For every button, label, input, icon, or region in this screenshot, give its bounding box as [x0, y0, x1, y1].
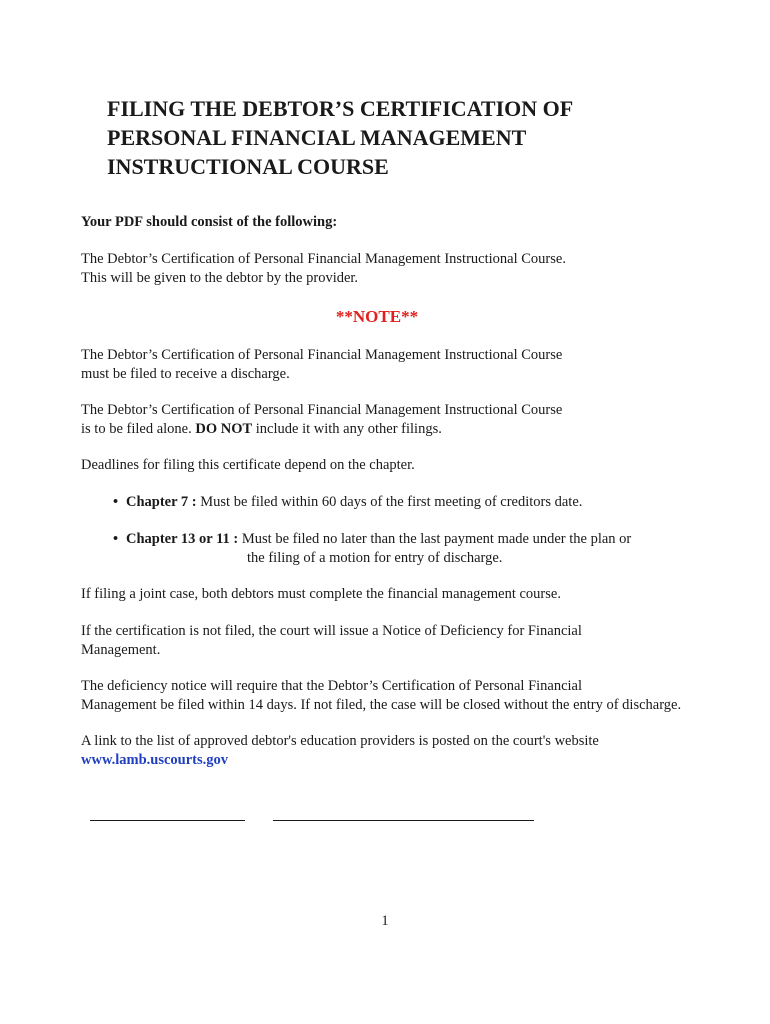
bullet-chapter-13-or-11 [113, 530, 631, 568]
bullet-dot-icon: • [113, 531, 119, 547]
signature-line-short [90, 820, 245, 821]
paragraph-line: If the certification is not filed, the court will issue a Notice of Deficiency for Financial [81, 623, 582, 639]
bullet-text: Must be filed no later than the last payment made under the plan or [238, 531, 632, 547]
bullet-label: Chapter 7 : [126, 494, 197, 510]
bullet-chapter-7 [113, 493, 582, 512]
signature-line-long [273, 820, 534, 821]
paragraph-line: must be filed to receive a discharge. [81, 366, 290, 382]
bullet-dot-icon: • [113, 494, 119, 510]
title-line-1: FILING THE DEBTOR’S CERTIFICATION OF [107, 96, 574, 121]
title-line-3: INSTRUCTIONAL COURSE [107, 154, 389, 179]
paragraph-filed-for-discharge [81, 346, 562, 384]
paragraph-providers-link [81, 732, 599, 770]
bullet-label: Chapter 13 or 11 : [126, 531, 239, 547]
paragraph-deficiency [81, 622, 582, 660]
paragraph-line: The Debtor’s Certification of Personal Financial Management Instructional Course [81, 347, 563, 363]
paragraph-line: is to be filed alone. [81, 421, 196, 437]
paragraph-deadlines: Deadlines for filing this certificate depend on the chapter. [81, 457, 415, 473]
paragraph-deficiency-notice [81, 677, 681, 715]
paragraph-certification-given [81, 250, 566, 288]
bullet-text: Must be filed within 60 days of the first meeting of creditors date. [196, 494, 583, 510]
document-title [107, 94, 707, 181]
paragraph-line: A link to the list of approved debtor's education providers is posted on the court's website [81, 733, 599, 749]
page-number: 1 [381, 913, 389, 929]
paragraph-line: include it with any other filings. [252, 421, 442, 437]
paragraph-line: The Debtor’s Certification of Personal Financial Management Instructional Course. [81, 251, 566, 267]
title-line-2: PERSONAL FINANCIAL MANAGEMENT [107, 125, 527, 150]
paragraph-line: Management. [81, 642, 161, 658]
bullet-continuation: the filing of a motion for entry of discharge. [247, 550, 503, 566]
paragraph-filed-alone [81, 401, 562, 439]
paragraph-line: The deficiency notice will require that the Debtor’s Certification of Personal Financial [81, 678, 583, 694]
note-heading: **NOTE** [335, 307, 419, 326]
do-not-emphasis: DO NOT [195, 421, 253, 437]
pdf-contents-heading: Your PDF should consist of the following: [81, 214, 338, 230]
paragraph-line: This will be given to the debtor by the provider. [81, 270, 359, 286]
court-website-link[interactable]: www.lamb.uscourts.gov [81, 752, 229, 768]
paragraph-line: The Debtor’s Certification of Personal Financial Management Instructional Course [81, 402, 563, 418]
paragraph-joint-case: If filing a joint case, both debtors must complete the financial management course. [81, 586, 561, 602]
paragraph-line: Management be filed within 14 days. If not filed, the case will be closed without the entry of discharge. [81, 697, 682, 713]
